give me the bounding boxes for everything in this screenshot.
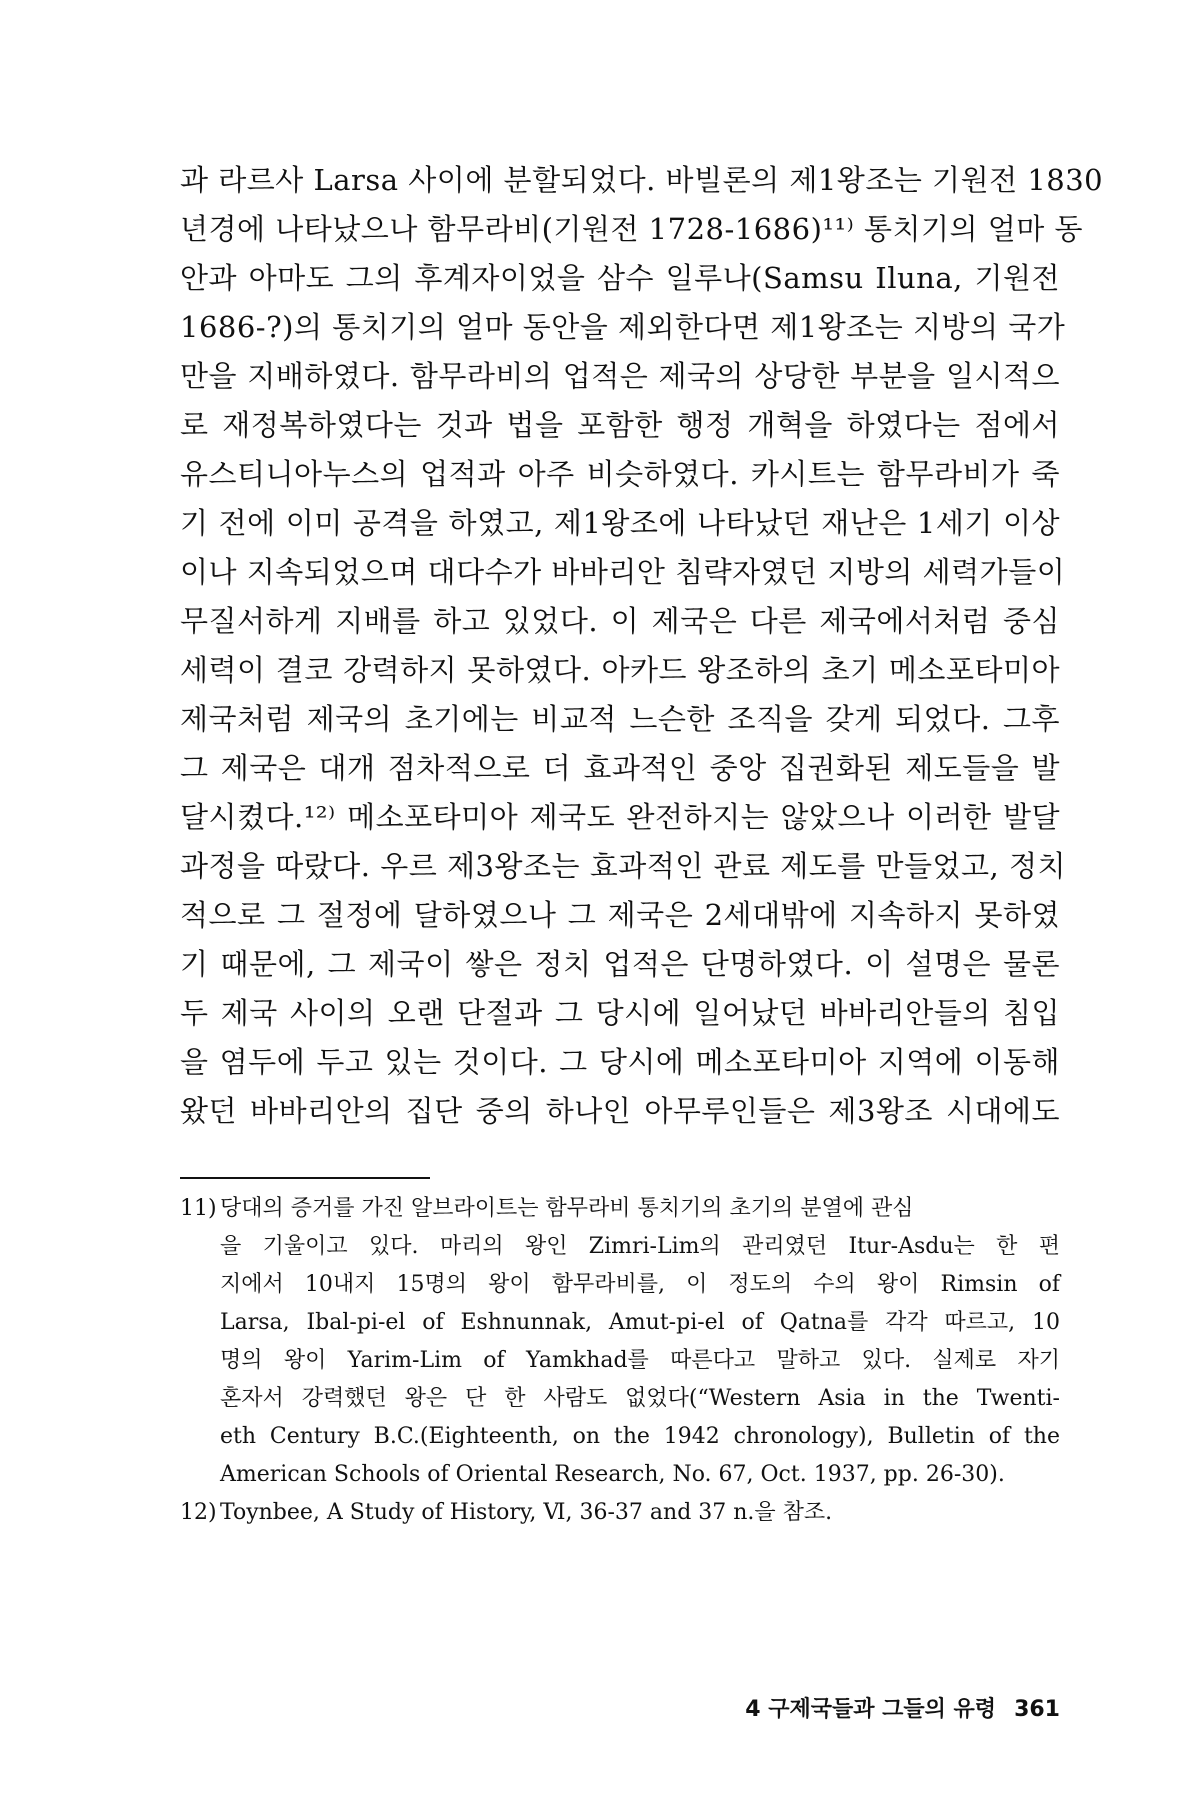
body-text-line: 달시켰다.¹²⁾ 메소포타미아 제국도 완전하지는 않았으나 이러한 발달 [180, 800, 1060, 834]
footnote-text: American Schools of Oriental Research, No. 67, Oct. 1937, pp. 26-30). [220, 1462, 1005, 1487]
footnote-number: 12) [180, 1500, 217, 1525]
body-text-line: 기 때문에, 그 제국이 쌓은 정치 업적은 단명하였다. 이 설명은 물론 [180, 947, 1060, 981]
footnote-text: 당대의 증거를 가진 알브라이트는 함무라비 통치기의 초기의 분열에 관심 [220, 1196, 914, 1221]
body-text-line: 년경에 나타났으나 함무라비(기원전 1728-1686)¹¹⁾ 통치기의 얼마 동 [180, 212, 1084, 246]
body-text-line: 만을 지배하였다. 함무라비의 업적은 제국의 상당한 부분을 일시적으 [180, 359, 1060, 393]
body-text-line: 그 제국은 대개 점차적으로 더 효과적인 중앙 집권화된 제도들을 발 [180, 751, 1060, 785]
footnote-text: Toynbee, A Study of History, Ⅵ, 36-37 and 37 n.을 참조. [220, 1500, 833, 1525]
body-text-line: 을 염두에 두고 있는 것이다. 그 당시에 메소포타미아 지역에 이동해 [180, 1045, 1060, 1079]
body-text-line: 이나 지속되었으며 대다수가 바바리안 침략자였던 지방의 세력가들이 [180, 555, 1066, 589]
body-text-line: 1686-?)의 통치기의 얼마 동안을 제외한다면 제1왕조는 지방의 국가 [180, 310, 1066, 344]
footnote-text: Larsa, Ibal-pi-el of Eshnunnak, Amut-pi-el of Qatna를 각각 따르고, 10 [220, 1310, 1060, 1335]
footnote-11-first-line [180, 1192, 1060, 1226]
footnote-number: 11) [180, 1196, 217, 1221]
footnote-text: 혼자서 강력했던 왕은 단 한 사람도 없었다(“Western Asia in the Twenti- [220, 1386, 1060, 1411]
footnote-text: 을 기울이고 있다. 마리의 왕인 Zimri-Lim의 관리였던 Itur-Asdu는 한 편 [220, 1234, 1060, 1259]
body-text-line: 제국처럼 제국의 초기에는 비교적 느슨한 조직을 갖게 되었다. 그후 [180, 702, 1060, 736]
footnote-text: 지에서 10내지 15명의 왕이 함무라비를, 이 정도의 수의 왕이 Rimsin of [220, 1272, 1060, 1297]
page-footer [745, 1692, 1060, 1728]
body-text-line: 안과 아마도 그의 후계자이었을 삼수 일루나(Samsu Iluna, 기원전 [180, 261, 1060, 295]
body-text-line: 로 재정복하였다는 것과 법을 포함한 행정 개혁을 하였다는 점에서 [180, 408, 1060, 442]
body-text-line: 과 라르사 Larsa 사이에 분할되었다. 바빌론의 제1왕조는 기원전 1830 [180, 163, 1104, 197]
body-text-line: 두 제국 사이의 오랜 단절과 그 당시에 일어났던 바바리안들의 침입 [180, 996, 1060, 1030]
footnote-separator [180, 1177, 430, 1179]
running-head: 4 구제국들과 그들의 유령 [745, 1697, 997, 1722]
footnote-text: 명의 왕이 Yarim-Lim of Yamkhad를 따른다고 말하고 있다. 실제로 자기 [220, 1348, 1060, 1373]
body-text-line: 기 전에 이미 공격을 하였고, 제1왕조에 나타났던 재난은 1세기 이상 [180, 506, 1060, 540]
footnote-12-line [180, 1496, 1060, 1530]
body-text-line: 적으로 그 절정에 달하였으나 그 제국은 2세대밖에 지속하지 못하였 [180, 898, 1060, 932]
body-text-line: 왔던 바바리안의 집단 중의 하나인 아무루인들은 제3왕조 시대에도 [180, 1094, 1060, 1128]
body-text-line: 세력이 결코 강력하지 못하였다. 아카드 왕조하의 초기 메소포타미아 [180, 653, 1060, 687]
footnote-text: eth Century B.C.(Eighteenth, on the 1942 chronology), Bulletin of the [220, 1424, 1060, 1449]
body-text-line: 무질서하게 지배를 하고 있었다. 이 제국은 다른 제국에서처럼 중심 [180, 604, 1060, 638]
page-number: 361 [1014, 1697, 1060, 1722]
body-text-line: 유스티니아누스의 업적과 아주 비슷하였다. 카시트는 함무라비가 죽 [180, 457, 1060, 491]
body-text-line: 과정을 따랐다. 우르 제3왕조는 효과적인 관료 제도를 만들었고, 정치 [180, 849, 1067, 883]
